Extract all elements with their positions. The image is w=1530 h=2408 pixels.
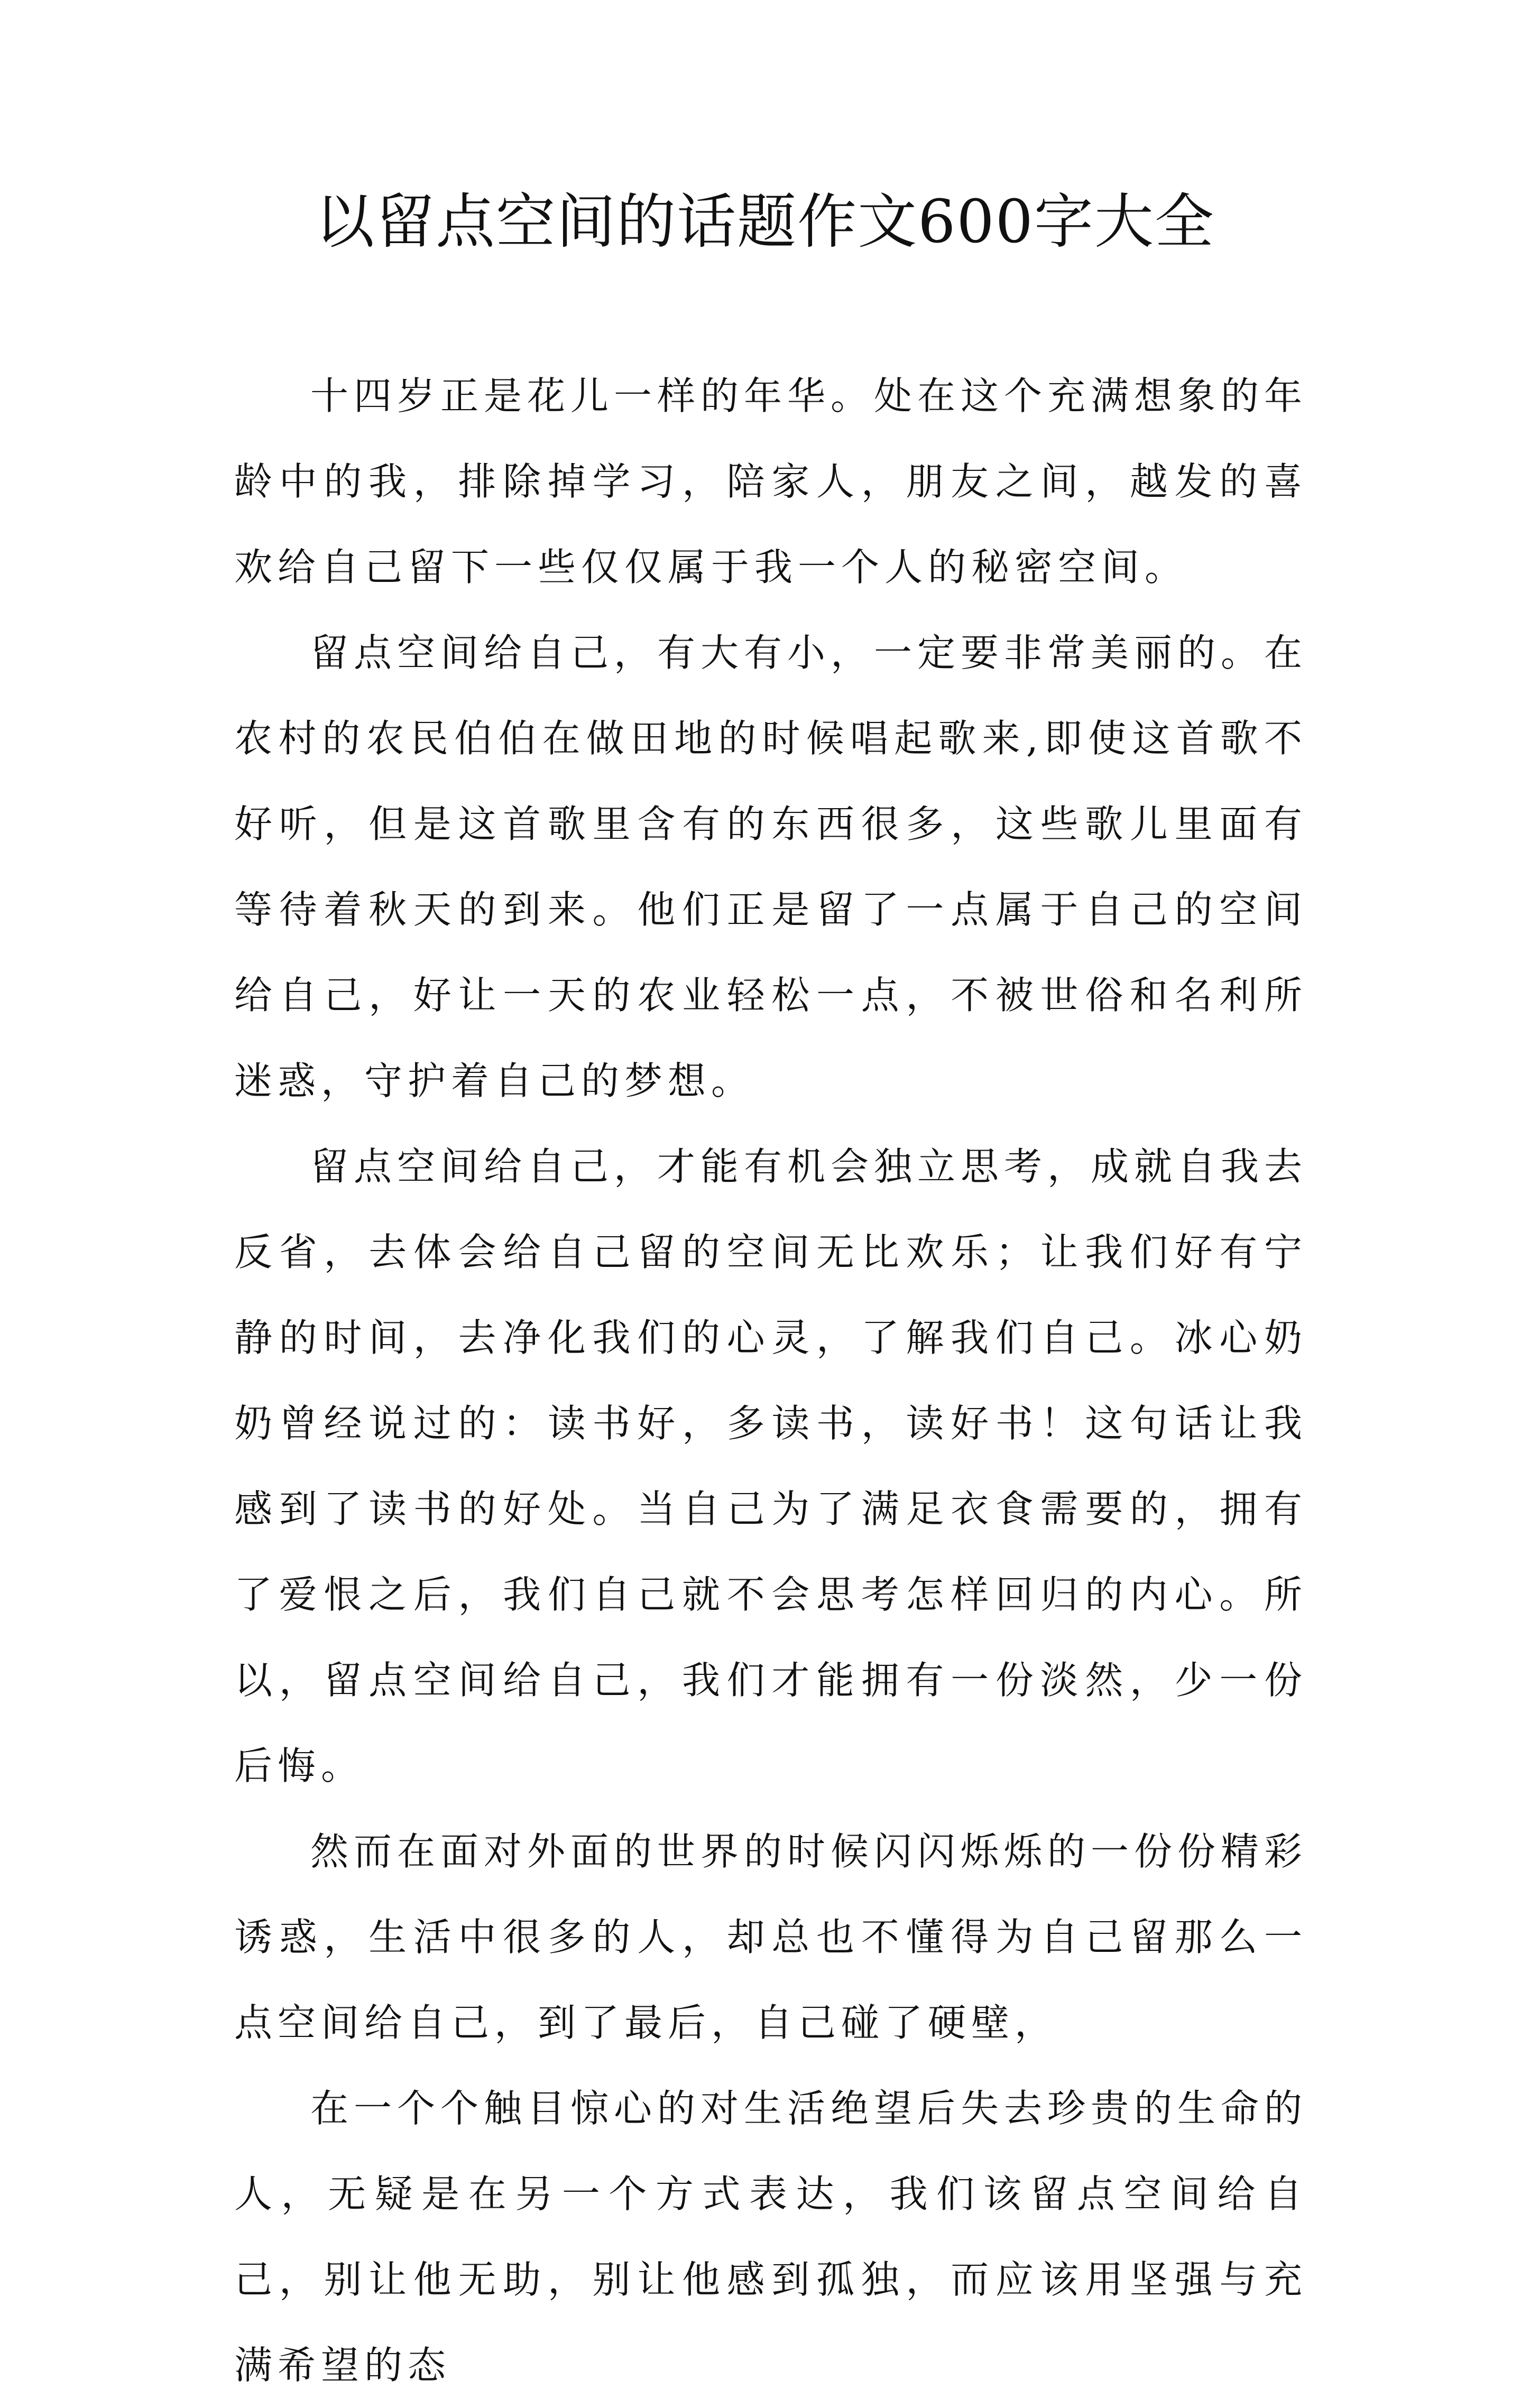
paragraph-2: 留点空间给自己，有大有小，一定要非常美丽的。在农村的农民伯伯在做田地的时候唱起歌来,即使这首歌不好听，但是这首歌里含有的东西很多，这些歌儿里面有等待着秋天的到来。他们正是留了一点属于自己的空间给自己，好让一天的农业轻松一点，不被世俗和名利所迷惑，守护着自己的梦想。 xyxy=(234,631,1308,1103)
document-title: 以留点空间的话题作文600字大全 xyxy=(315,188,1215,256)
document-body xyxy=(234,353,1307,2408)
paragraph-5: 在一个个触目惊心的对生活绝望后失去珍贵的生命的人，无疑是在另一个方式表达，我们该留点空间给自己，别让他无助，别让他感到孤独，而应该用坚强与充满希望的态 xyxy=(234,2086,1308,2387)
paragraph-1: 十四岁正是花儿一样的年华。处在这个充满想象的年龄中的我，排除掉学习，陪家人，朋友之间，越发的喜欢给自己留下一些仅仅属于我一个人的秘密空间。 xyxy=(234,374,1308,589)
paragraph-3: 留点空间给自己，才能有机会独立思考，成就自我去反省，去体会给自己留的空间无比欢乐；让我们好有宁静的时间，去净化我们的心灵，了解我们自己。冰心奶奶曾经说过的：读书好，多读书，读好书！这句话让我感到了读书的好处。当自己为了满足衣食需要的，拥有了爱恨之后，我们自己就不会思考怎样回归的内心。所以，留点空间给自己，我们才能拥有一份淡然，少一份后悔。 xyxy=(234,1144,1308,1788)
paragraph-4: 然而在面对外面的世界的时候闪闪烁烁的一份份精彩诱惑，生活中很多的人，却总也不懂得为自己留那么一点空间给自己，到了最后，自己碰了硬壁， xyxy=(234,1829,1308,2045)
